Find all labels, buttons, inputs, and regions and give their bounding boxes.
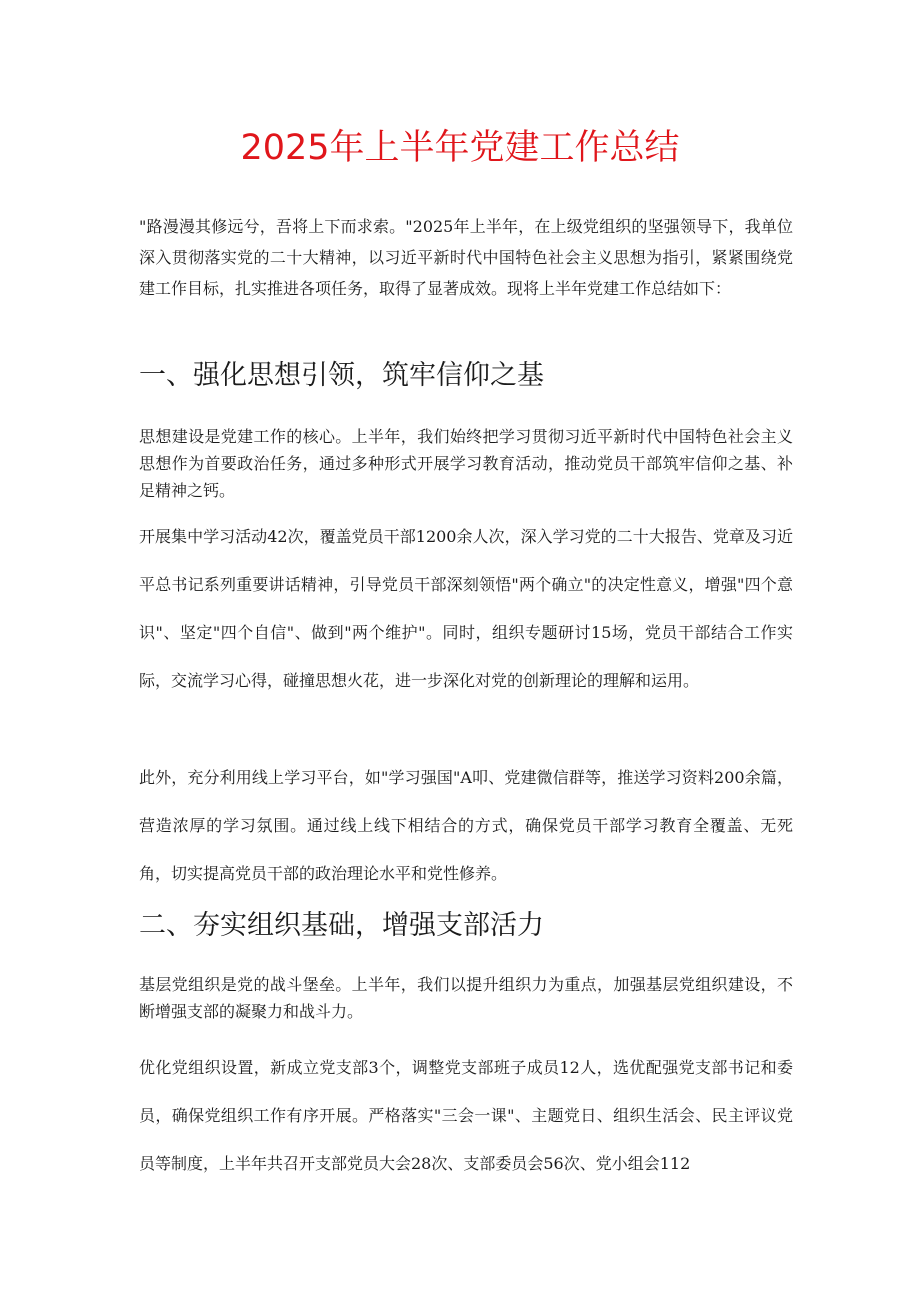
section-2-paragraph-2: 优化党组织设置，新成立党支部3个，调整党支部班子成员12人，选优配强党支部书记和委员，确保党组织工作有序开展。严格落实"三会一课"、主题党日、组织生活会、民主评议党员等制度，上半年共召开支部党员大会28次、支部委员会56次、党小组会112 [139,1058,793,1173]
intro-paragraph: "路漫漫其修远兮，吾将上下而求索。"2025年上半年，在上级党组织的坚强领导下，我单位深入贯彻落实党的二十大精神，以习近平新时代中国特色社会主义思想为指引，紧紧围绕党建工作目标，扎实推进各项任务，取得了显著成效。现将上半年党建工作总结如下： [139,217,793,298]
section-2-paragraph-1: 基层党组织是党的战斗堡垒。上半年，我们以提升组织力为重点，加强基层党组织建设，不断增强支部的凝聚力和战斗力。 [139,975,793,1021]
section-1-paragraph-2: 开展集中学习活动42次，覆盖党员干部1200余人次，深入学习党的二十大报告、党章及习近平总书记系列重要讲话精神，引导党员干部深刻领悟"两个确立"的决定性意义，增强"四个意识"、坚定"四个自信"、做到"两个维护"。同时，组织专题研讨15场，党员干部结合工作实际，交流学习心得，碰撞思想火花，进一步深化对党的创新理论的理解和运用。 [139,527,793,690]
section-1-paragraph-3: 此外，充分利用线上学习平台，如"学习强国"A叩、党建微信群等，推送学习资料200余篇，营造浓厚的学习氛围。通过线上线下相结合的方式，确保党员干部学习教育全覆盖、无死角，切实提高党员干部的政治理论水平和党性修养。 [139,768,793,883]
section-2-heading: 二、夯实组织基础，增强支部活力 [139,910,544,941]
section-1-paragraph-1: 思想建设是党建工作的核心。上半年，我们始终把学习贯彻习近平新时代中国特色社会主义思想作为首要政治任务，通过多种形式开展学习教育活动，推动党员干部筑牢信仰之基、补足精神之钙。 [139,427,793,500]
section-1-heading: 一、强化思想引领，筑牢信仰之基 [139,360,544,391]
document-title: 2025年上半年党建工作总结 [240,128,680,168]
